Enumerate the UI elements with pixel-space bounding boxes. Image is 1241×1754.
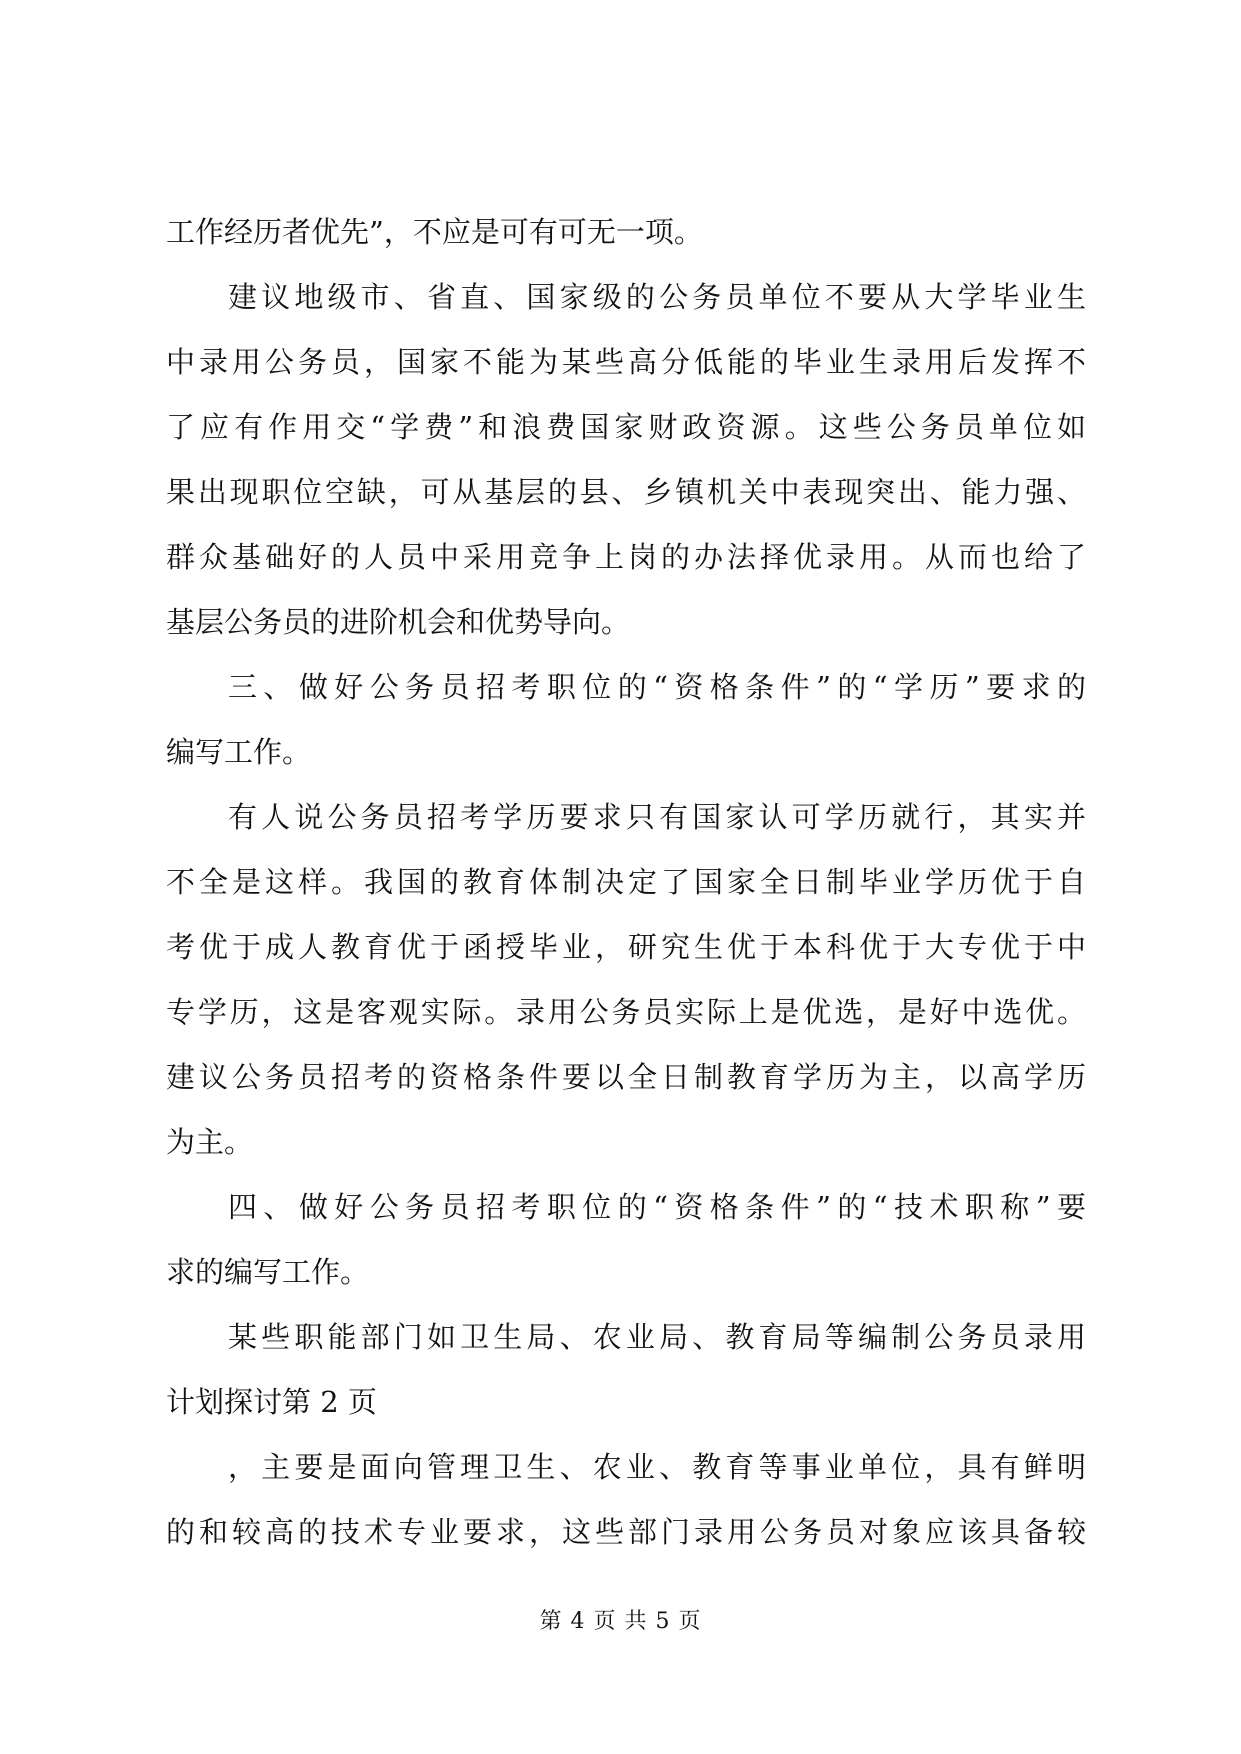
page-footer: 第 4 页 共 5 页 <box>539 1609 702 1634</box>
text-line: 计划探讨第 2 页 <box>166 1385 377 1419</box>
text-line: 中录用公务员，国家不能为某些高分低能的毕业生录用后发挥不 <box>166 345 1086 379</box>
text-line: 不全是这样。我国的教育体制决定了国家全日制毕业学历优于自 <box>166 865 1086 899</box>
text-line: 工作经历者优先”，不应是可有可无一项。 <box>166 215 703 249</box>
text-line: 三、做好公务员招考职位的“资格条件”的“学历”要求的 <box>228 670 1086 704</box>
text-line: 编写工作。 <box>166 735 312 769</box>
text-line: 四、做好公务员招考职位的“资格条件”的“技术职称”要 <box>228 1190 1086 1224</box>
text-line: 建议地级市、省直、国家级的公务员单位不要从大学毕业生 <box>228 280 1086 314</box>
text-line: 有人说公务员招考学历要求只有国家认可学历就行，其实并 <box>228 800 1086 834</box>
text-line: 专学历，这是客观实际。录用公务员实际上是优选，是好中选优。 <box>166 995 1086 1029</box>
text-line: 建议公务员招考的资格条件要以全日制教育学历为主，以高学历 <box>166 1060 1086 1094</box>
text-line: 求的编写工作。 <box>166 1255 370 1289</box>
text-line: 基层公务员的进阶机会和优势导向。 <box>166 605 631 639</box>
text-line: ，主要是面向管理卫生、农业、教育等事业单位，具有鲜明 <box>228 1450 1086 1484</box>
text-line: 果出现职位空缺，可从基层的县、乡镇机关中表现突出、能力强、 <box>166 475 1086 509</box>
text-line: 为主。 <box>166 1125 254 1159</box>
text-line: 了应有作用交“学费”和浪费国家财政资源。这些公务员单位如 <box>166 410 1086 444</box>
text-line: 的和较高的技术专业要求，这些部门录用公务员对象应该具备较 <box>166 1515 1086 1549</box>
text-line: 某些职能部门如卫生局、农业局、教育局等编制公务员录用 <box>228 1320 1086 1354</box>
text-line: 群众基础好的人员中采用竞争上岗的办法择优录用。从而也给了 <box>166 540 1086 574</box>
body-text <box>166 214 1086 1579</box>
text-line: 考优于成人教育优于函授毕业，研究生优于本科优于大专优于中 <box>166 930 1086 964</box>
